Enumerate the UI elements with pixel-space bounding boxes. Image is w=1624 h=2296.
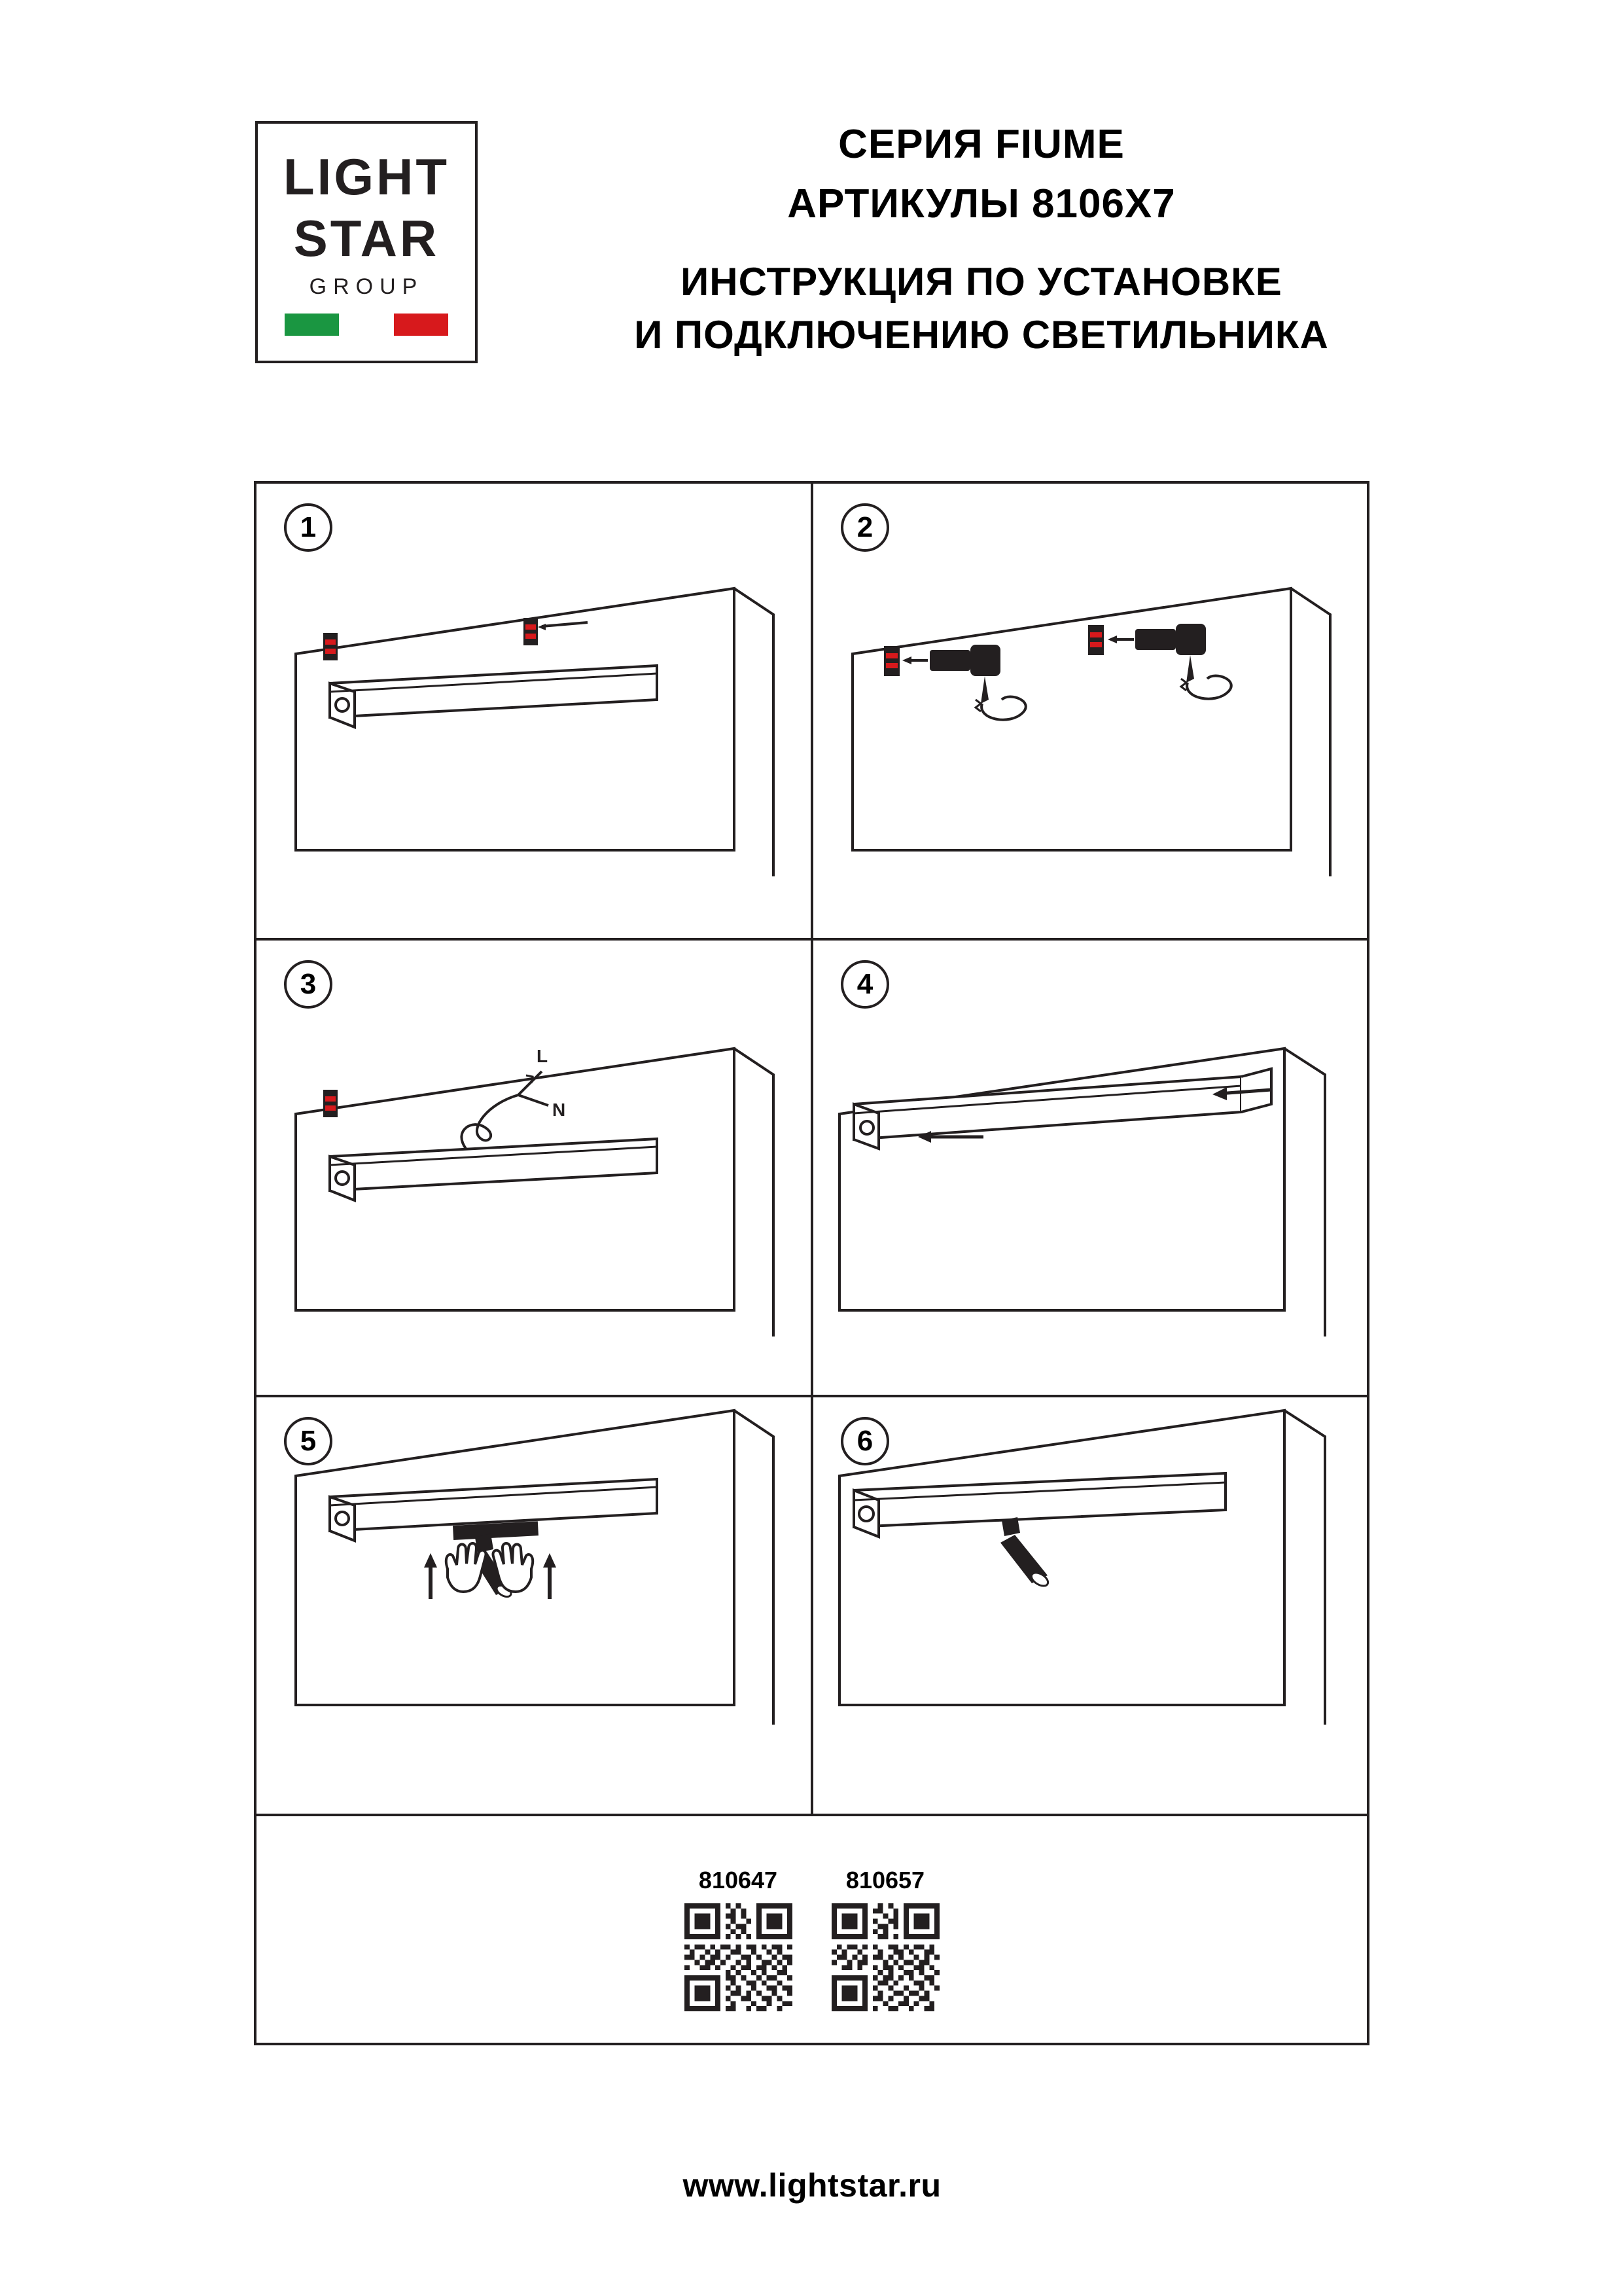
svg-text:N: N — [552, 1100, 566, 1120]
step-cell-5 — [256, 1397, 813, 1816]
instruction-title-line2: И ПОДКЛЮЧЕНИЮ СВЕТИЛЬНИКА — [634, 313, 1329, 357]
instruction-title-line1: ИНСТРУКЦИЯ ПО УСТАНОВКЕ — [680, 260, 1282, 304]
website-url[interactable]: www.lightstar.ru — [682, 2167, 942, 2204]
step-number-3: 3 — [284, 960, 332, 1009]
logo-line-light: LIGHT — [283, 148, 450, 206]
qr-code-810657 — [832, 1903, 940, 2011]
step-4-illustration — [813, 941, 1369, 1397]
step-5-illustration — [256, 1397, 813, 1816]
logo-line-group: GROUP — [309, 274, 424, 299]
step-cell-6 — [813, 1397, 1369, 1816]
qr-item-810647 — [684, 1867, 792, 2015]
step-cell-1 — [256, 484, 813, 941]
title-block — [497, 115, 1466, 359]
italian-flag-icon — [285, 314, 448, 336]
step-6-illustration — [813, 1397, 1369, 1816]
step-cell-4 — [813, 941, 1369, 1397]
step-number-5: 5 — [284, 1417, 332, 1465]
qr-item-810657 — [832, 1867, 940, 2015]
series-title: СЕРИЯ FIUME — [838, 122, 1125, 167]
document-header — [0, 115, 1624, 409]
step-number-4: 4 — [841, 960, 889, 1009]
brand-logo — [255, 121, 478, 363]
step-1-illustration — [256, 484, 813, 941]
svg-text:L: L — [537, 1046, 548, 1066]
qr-label-810647: 810647 — [698, 1867, 778, 1893]
qr-code-810647 — [684, 1903, 792, 2011]
step-3-illustration — [256, 941, 813, 1397]
instruction-steps-panel — [254, 481, 1369, 2045]
qr-footer-strip — [256, 1850, 1367, 2043]
step-2-illustration — [813, 484, 1369, 941]
article-numbers: АРТИКУЛЫ 8106Х7 — [787, 181, 1176, 226]
step-cell-3 — [256, 941, 813, 1397]
step-number-6: 6 — [841, 1417, 889, 1465]
logo-line-star: STAR — [293, 209, 440, 267]
step-cell-2 — [813, 484, 1369, 941]
step-number-1: 1 — [284, 503, 332, 552]
qr-label-810657: 810657 — [845, 1867, 925, 1893]
step-number-2: 2 — [841, 503, 889, 552]
